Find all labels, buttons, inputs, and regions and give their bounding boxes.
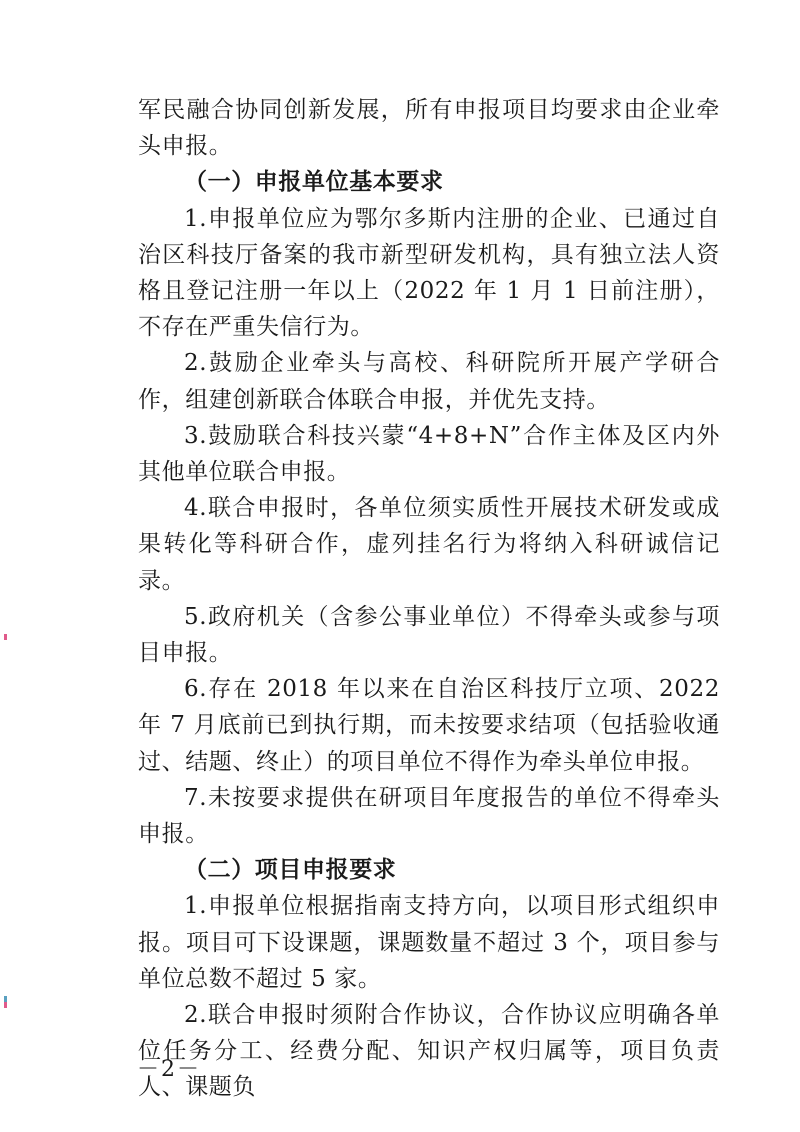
margin-mark xyxy=(4,634,7,640)
section-heading-2: （二）项目申报要求 xyxy=(184,856,397,884)
paragraph-item-1: 1.申报单位应为鄂尔多斯内注册的企业、已通过自治区科技厅备案的我市新型研发机构，具有独立法人资格且登记注册一年以上（2022 年 1 月 1 日前注册），不存在严重失信行为。 xyxy=(138,205,720,341)
paragraph-continuation: 军民融合协同创新发展，所有申报项目均要求由企业牵头申报。 xyxy=(138,97,720,160)
paragraph-item-3: 3.鼓励联合科技兴蒙“4+8+N”合作主体及区内外其他单位联合申报。 xyxy=(138,422,720,486)
paragraph-item-9: 2.联合申报时须附合作协议，合作协议应明确各单位任务分工、经费分配、知识产权归属等，项目负责人、课题负 xyxy=(138,1002,720,1101)
paragraph-item-4: 4.联合申报时，各单位须实质性开展技术研发或成果转化等科研合作，虚列挂名行为将纳入科研诚信记录。 xyxy=(138,495,720,594)
page-number: －2－ xyxy=(137,1057,201,1082)
margin-mark xyxy=(4,1002,7,1008)
paragraph-item-2: 2.鼓励企业牵头与高校、科研院所开展产学研合作，组建创新联合体联合申报，并优先支持。 xyxy=(138,350,720,413)
section-heading-1: （一）申报单位基本要求 xyxy=(184,168,444,196)
paragraph-item-8: 1.申报单位根据指南支持方向，以项目形式组织申报。项目可下设课题，课题数量不超过 3 个，项目参与单位总数不超过 5 家。 xyxy=(138,893,720,992)
paragraph-item-7: 7.未按要求提供在研项目年度报告的单位不得牵头申报。 xyxy=(138,784,720,848)
document-body xyxy=(138,92,720,1106)
paragraph-item-6: 6.存在 2018 年以来在自治区科技厅立项、2022 年 7 月底前已到执行期，而未按要求结项（包括验收通过、结题、终止）的项目单位不得作为牵头单位申报。 xyxy=(138,676,720,775)
paragraph-item-5: 5.政府机关（含参公事业单位）不得牵头或参与项目申报。 xyxy=(138,603,720,667)
